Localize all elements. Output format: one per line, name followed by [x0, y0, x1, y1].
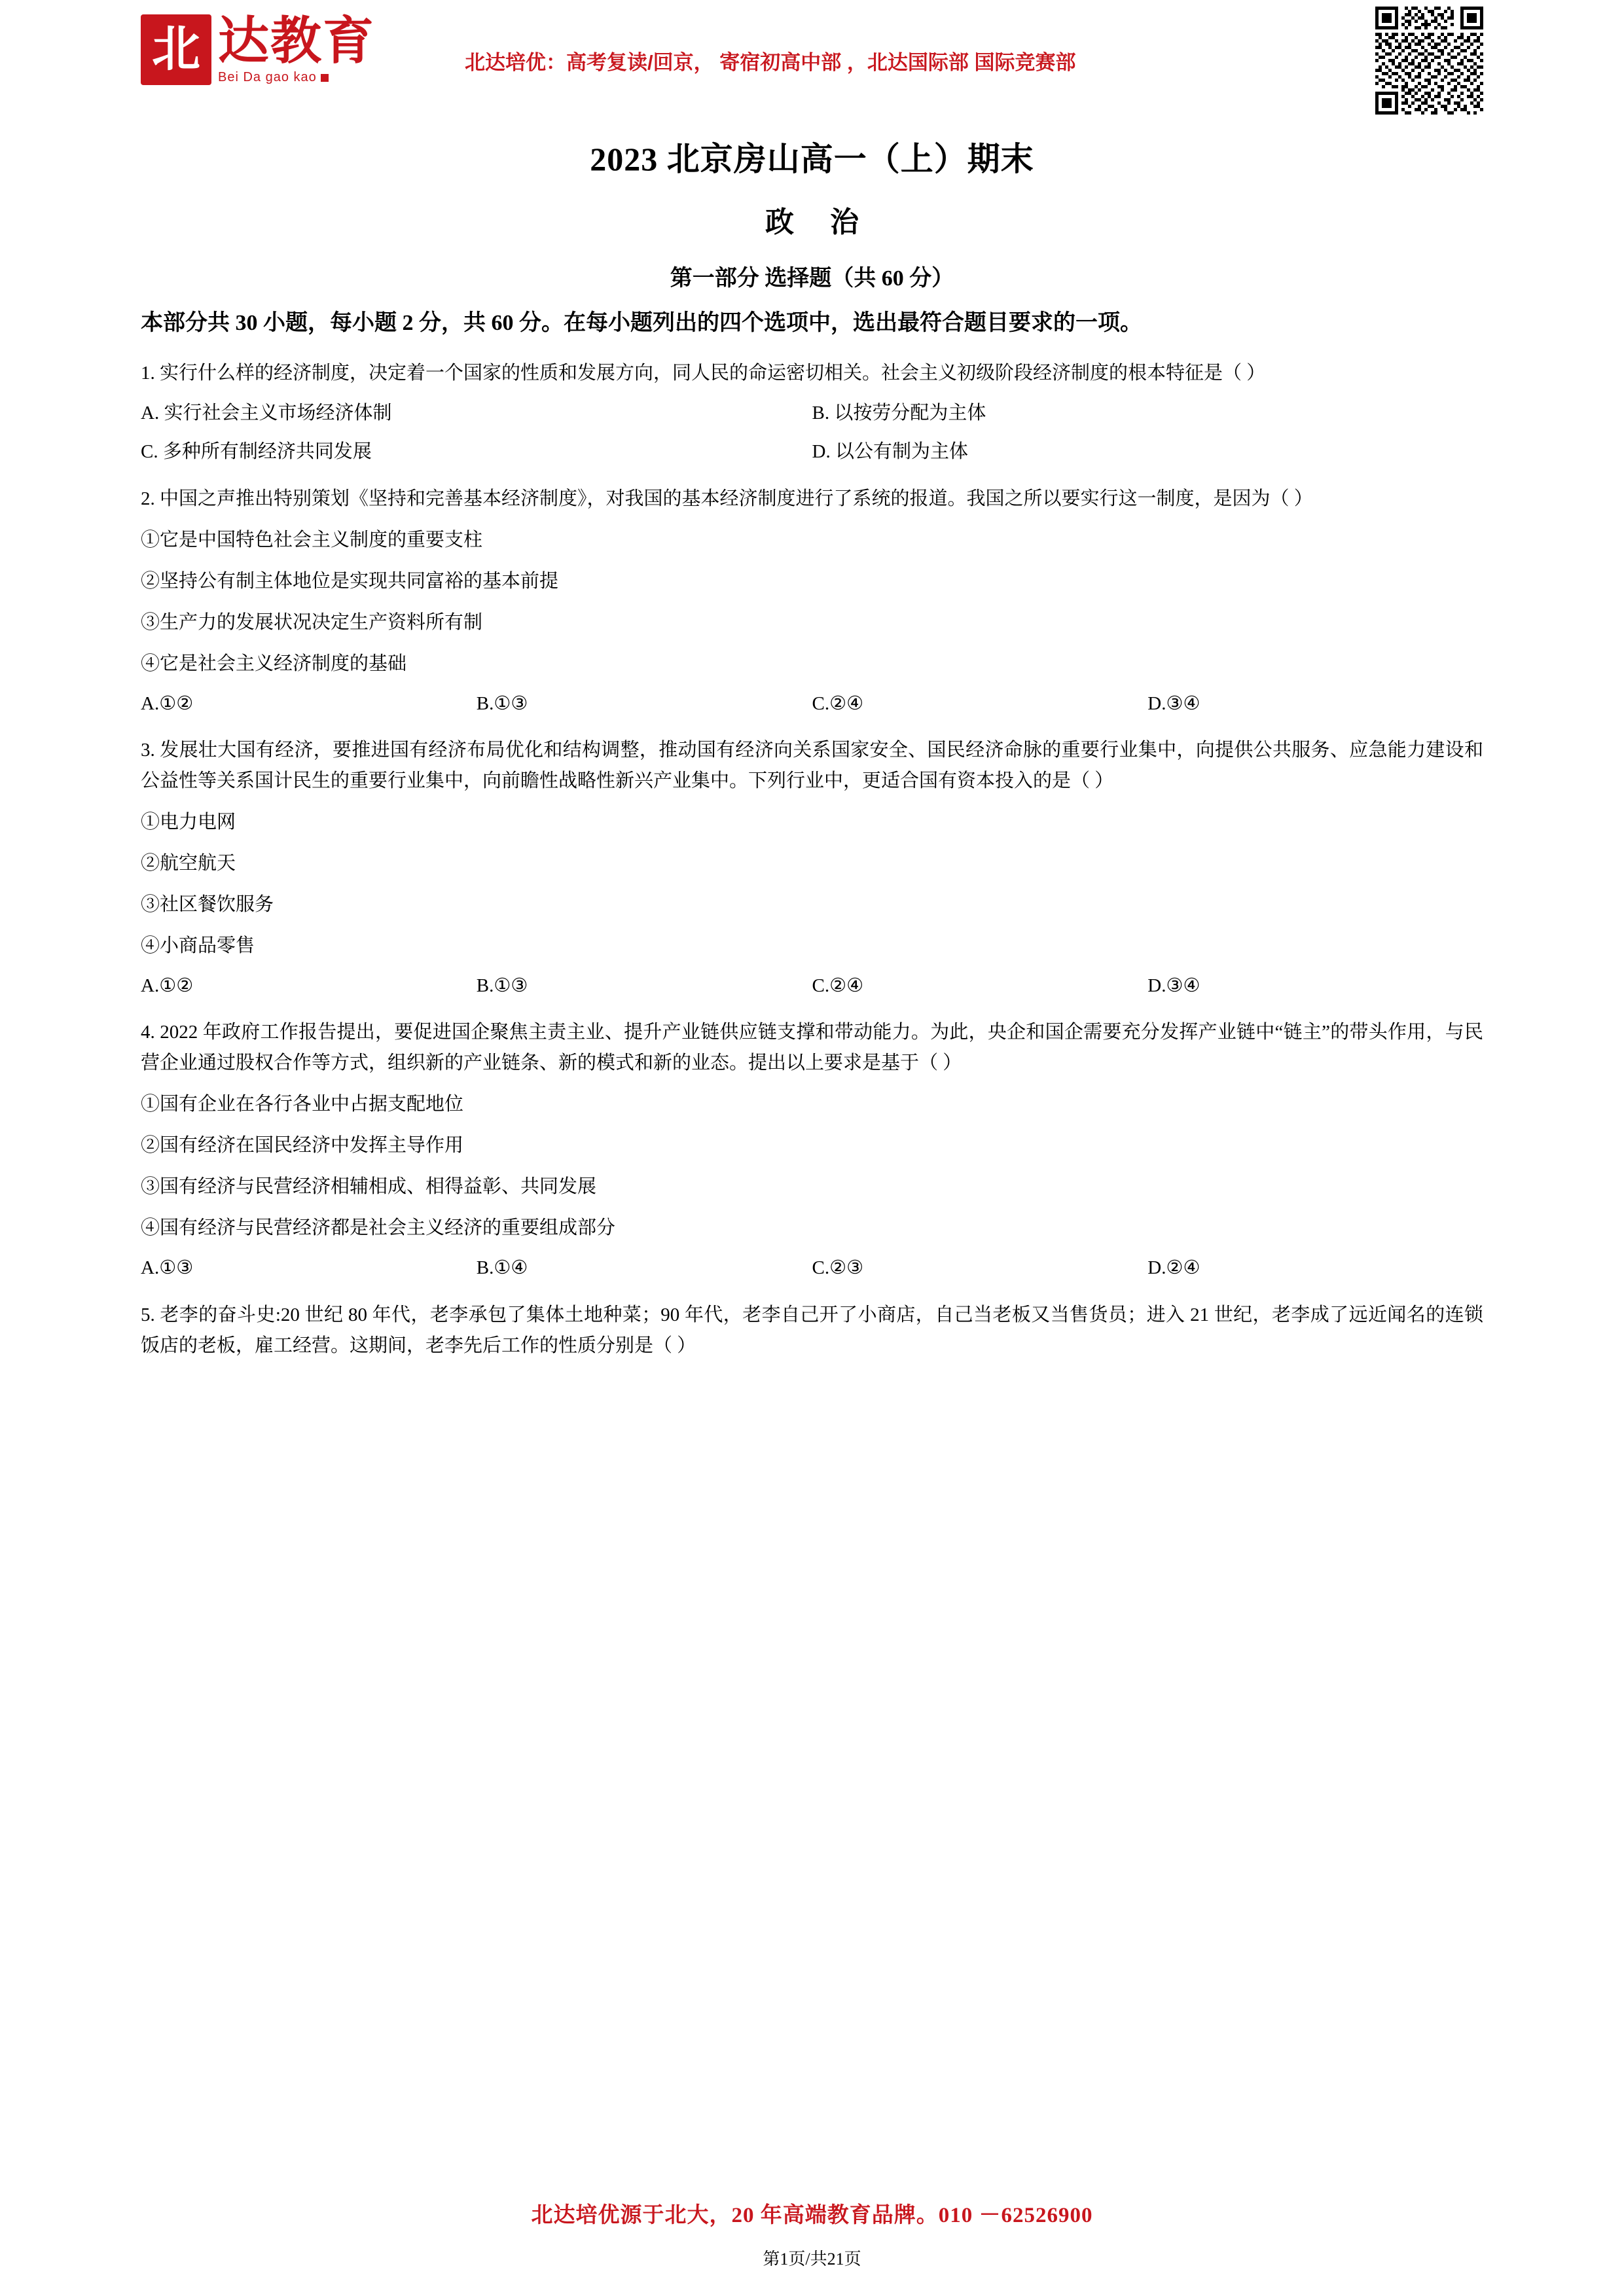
- question-stem: 2. 中国之声推出特别策划《坚持和完善基本经济制度》，对我国的基本经济制度进行了系统的报道。我国之所以要实行这一制度，是因为（ ）: [141, 488, 1313, 509]
- question-subline: ③国有经济与民营经济相辅相成、相得益彰、共同发展: [141, 1176, 597, 1198]
- option-c[interactable]: C. 多种所有制经济共同发展: [141, 441, 372, 463]
- question-stem: 1. 实行什么样的经济制度，决定着一个国家的性质和发展方向，同人民的命运密切相关。社会主义初级阶段经济制度的根本特征是（ ）: [141, 362, 1266, 384]
- question-options: [141, 1254, 1483, 1283]
- logo-text: 达教育: [218, 12, 376, 69]
- option-c[interactable]: C.②④: [812, 975, 864, 996]
- option-b[interactable]: B.①③: [476, 975, 528, 996]
- option-c[interactable]: C.②④: [812, 692, 864, 714]
- question-options: [141, 438, 1483, 467]
- logo-stamp-icon: 北: [141, 14, 211, 85]
- question-subline: ②国有经济在国民经济中发挥主导作用: [141, 1135, 464, 1157]
- option-b[interactable]: B. 以按劳分配为主体: [812, 402, 986, 423]
- question-4: [141, 1017, 1483, 1282]
- option-b[interactable]: B.①③: [476, 692, 528, 714]
- option-c[interactable]: C.②③: [812, 1257, 864, 1279]
- option-d[interactable]: D.③④: [1147, 692, 1200, 714]
- logo-square-icon: [321, 74, 329, 82]
- page-footer: [0, 2198, 1624, 2270]
- brand-logo: [141, 14, 375, 85]
- question-stem: 3. 发展壮大国有经济，要推进国有经济布局优化和结构调整，推动国有经济向关系国家安全、国民经济命脉的重要行业集中，向提供公共服务、应急能力建设和公益性等关系国计民生的重要行业集中，向前瞻性战略性新兴产业集中。下列行业中，更适合国有资本投入的是（ ）: [141, 740, 1483, 791]
- option-b[interactable]: B.①④: [476, 1257, 528, 1279]
- question-subline: ②坚持公有制主体地位是实现共同富裕的基本前提: [141, 570, 559, 592]
- question-subline: ④它是社会主义经济制度的基础: [141, 653, 407, 674]
- question-subline: ②航空航天: [141, 852, 236, 874]
- section-instruction: 本部分共 30 小题，每小题 2 分，共 60 分。在每小题列出的四个选项中，选出最符合题目要求的一项。: [141, 311, 1142, 335]
- logo-text-wrap: [218, 12, 376, 84]
- option-a[interactable]: A.①②: [141, 975, 194, 996]
- section-title: 第一部分 选择题（共 60 分）: [670, 266, 954, 291]
- question-subline: ④国有经济与民营经济都是社会主义经济的重要组成部分: [141, 1217, 616, 1239]
- option-a[interactable]: A.①②: [141, 692, 194, 714]
- question-1: [141, 358, 1483, 467]
- subject-title: 政 治: [765, 206, 873, 238]
- question-3: [141, 735, 1483, 1000]
- question-options: [141, 690, 1483, 719]
- question-options: [141, 399, 1483, 428]
- page-header: [141, 0, 1483, 121]
- question-5: [141, 1300, 1483, 1361]
- option-a[interactable]: A. 实行社会主义市场经济体制: [141, 402, 392, 423]
- question-subline: ①国有企业在各行各业中占据支配地位: [141, 1094, 464, 1115]
- question-options: [141, 972, 1483, 1001]
- page-title: 2023 北京房山高一（上）期末: [590, 141, 1034, 177]
- question-subline: ①它是中国特色社会主义制度的重要支柱: [141, 529, 483, 550]
- question-subline: ④小商品零售: [141, 935, 255, 956]
- footer-promo: 北达培优源于北大，20 年高端教育品牌。010 －62526900: [531, 2204, 1093, 2227]
- page-number: 第1页/共21页: [763, 2250, 861, 2269]
- question-stem: 5. 老李的奋斗史:20 世纪 80 年代，老李承包了集体土地种菜；90 年代，老李自己开了小商店，自己当老板又当售货员；进入 21 世纪，老李成了远近闻名的连锁饭店的老板，雇工经营。这期间，老李先后工作的性质分别是（ ）: [141, 1304, 1483, 1356]
- qr-code-icon: [1375, 7, 1483, 115]
- option-d[interactable]: D. 以公有制为主体: [812, 441, 968, 463]
- option-d[interactable]: D.③④: [1147, 975, 1200, 996]
- question-2: [141, 484, 1483, 718]
- logo-subtext-label: Bei Da gao kao: [218, 70, 317, 84]
- question-stem: 4. 2022 年政府工作报告提出，要促进国企聚焦主责主业、提升产业链供应链支撑和带动能力。为此，央企和国企需要充分发挥产业链中“链主”的带头作用，与民营企业通过股权合作等方式，组织新的产业链条、新的模式和新的业态。提出以上要求是基于（ ）: [141, 1022, 1483, 1074]
- question-subline: ③社区餐饮服务: [141, 893, 274, 915]
- option-d[interactable]: D.②④: [1147, 1257, 1200, 1279]
- question-subline: ③生产力的发展状况决定生产资料所有制: [141, 611, 483, 633]
- question-subline: ①电力电网: [141, 811, 236, 833]
- header-tagline: 北达培优：高考复读/回京， 寄宿初高中部 ，北达国际部 国际竞赛部: [465, 51, 1076, 74]
- option-a[interactable]: A.①③: [141, 1257, 194, 1279]
- logo-subtext: [218, 71, 375, 84]
